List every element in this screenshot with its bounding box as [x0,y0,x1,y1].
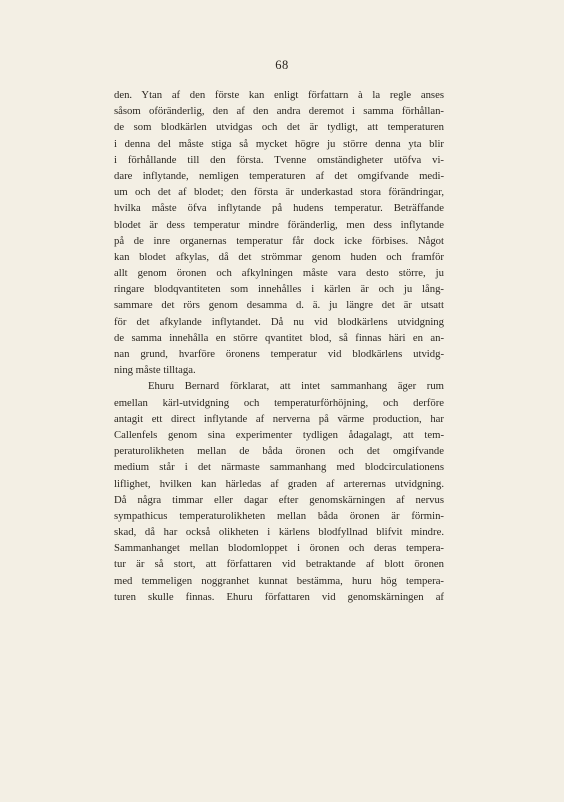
text-line: blodet är dess temperatur mindre föränderlig, men dess inflytande [114,218,444,231]
text-line: medium står i det närmaste sammanhang med blodcirculationens [114,461,444,474]
text-line: på de inre organernas temperatur får dock icke förbises. Något [114,234,444,247]
text-line: kan blodet afkylas, då det strömmar genom huden och framför [114,250,444,263]
text-line: såsom oföränderlig, den af den andra deremot i samma förhållan- [114,105,444,118]
text-line: sympathicus temperaturolikheten mellan båda öronen är förmin- [114,509,444,522]
text-line: Ehuru Bernard förklarat, att intet sammanhang äger rum [148,380,444,393]
text-line: ning måste tilltaga. [114,364,196,377]
text-line: sammare det rörs genom desamma d. ä. ju längre det är utsatt [114,299,444,312]
text-line: peraturolikheten mellan de båda öronen och det omgifvande [114,445,444,458]
text-line: i förhållande till den första. Tvenne omständigheter utöfva vi- [114,153,444,166]
text-line: ringare blodqvantiteten som innehålles i kärlen är och ju lång- [114,283,444,296]
text-line: dare inflytande, nemligen temperaturen af det omgifvande medi- [114,169,444,182]
text-line: um och det af blodet; den första är underkastad stora förändringar, [114,186,444,199]
text-line: hvilka måste öfva inflytande på hudens temperatur. Beträffande [114,202,444,215]
text-line: de som blodkärlen utvidgas och det är tydligt, att temperaturen [114,121,444,134]
text-line: turen skulle finnas. Ehuru författaren vid genomskärningen af [114,590,444,603]
text-line: den. Ytan af den förste kan enligt författarn à la regle anses [114,89,444,101]
text-line: för det afkylande inflytandet. Då nu vid blodkärlens utvidgning [114,315,444,328]
body-text [114,87,444,605]
page-number: 68 [275,58,289,72]
text-line: Sammanhanget mellan blodomloppet i öronen och deras tempera- [114,542,444,555]
text-line: skad, då har också olikheten i kärlens blodfyllnad blifvit mindre. [114,526,444,539]
text-line: Callenfels genom sina experimenter tydligen ådagalagt, att tem- [114,428,444,441]
text-line: tur är så stort, att författaren vid betraktande af blott öronen [114,558,444,571]
text-line: Då några timmar eller dagar efter genomskärningen af nervus [114,493,444,506]
text-line: antagit ett direct inflytande af nerverna på värme production, har [114,412,444,425]
text-line: liflighet, hvilken kan härledas af graden af arterernas utvidgning. [114,477,444,490]
text-line: med temmeligen noggranhet kunnat bestämma, huru hög tempera- [114,574,444,587]
text-line: allt genom öronen och afkylningen måste vara desto större, ju [114,267,444,280]
text-line: nan grund, hvarföre öronens temperatur vid blodkärlens utvidg- [114,348,444,360]
text-line: de samma innehålla en större qvantitet blod, så finnas häri en an- [114,331,444,344]
text-line: emellan kärl-utvidgning och temperaturförhöjning, och derföre [114,396,444,409]
text-line: i denna del måste stiga så mycket högre ju större denna yta blir [114,137,444,150]
